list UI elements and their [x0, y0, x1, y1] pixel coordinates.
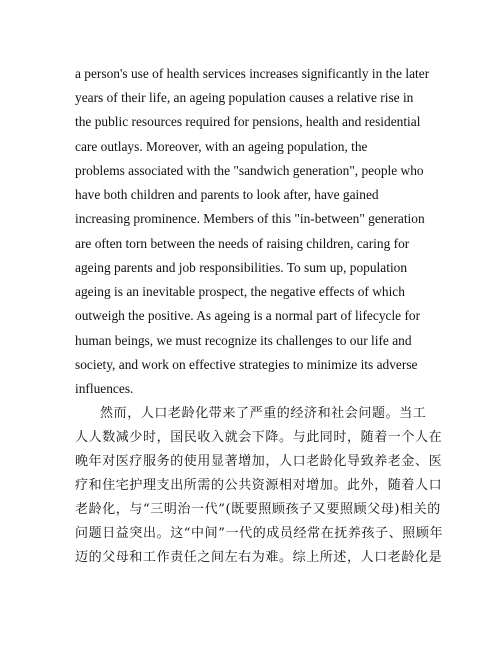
chinese-text-line: 然而，人口老龄化带来了严重的经济和社会问题。当工 [100, 406, 427, 421]
english-text-line: are often torn between the needs of raising children, caring for [75, 236, 410, 251]
english-text-line: society, and work on effective strategies to minimize its adverse [75, 357, 418, 372]
chinese-text-line: 问题日益突出。这“中间”一代的成员经常在抚养孩子、照顾年 [75, 526, 444, 541]
english-text-line: increasing prominence. Members of this "in-between" generation [75, 211, 425, 226]
english-text-line: outweigh the positive. As ageing is a normal part of lifecycle for [75, 308, 421, 323]
english-text-line: ageing parents and job responsibilities. To sum up, population [75, 260, 408, 275]
chinese-text-line: 迈的父母和工作责任之间左右为难。综上所述，人口老龄化是 [75, 550, 443, 565]
english-text-line: years of their life, an ageing population causes a relative rise in [75, 90, 414, 105]
chinese-text-line: 老龄化，与“三明治一代”(既要照顾孩子又要照顾父母)相关的 [75, 502, 441, 517]
chinese-text-line: 疗和住宅护理支出所需的公共资源相对增加。此外，随着人口 [75, 478, 443, 493]
english-text-line: ageing is an inevitable prospect, the negative effects of which [75, 284, 405, 299]
english-text-line: influences. [75, 381, 134, 396]
english-text-line: problems associated with the "sandwich generation", people who [75, 163, 424, 178]
english-text-line: have both children and parents to look after, have gained [75, 187, 379, 202]
english-text-line: a person's use of health services increases significantly in the later [75, 66, 430, 81]
chinese-text-line: 人人数减少时，国民收入就会下降。与此同时，随着一个人在 [75, 430, 443, 445]
english-text-line: the public resources required for pensions, health and residential [75, 114, 421, 129]
english-text-line: care outlays. Moreover, with an ageing population, the [75, 139, 368, 154]
english-text-line: human beings, we must recognize its challenges to our life and [75, 333, 412, 348]
chinese-text-line: 晚年对医疗服务的使用显著增加，人口老龄化导致养老金、医 [75, 454, 443, 469]
